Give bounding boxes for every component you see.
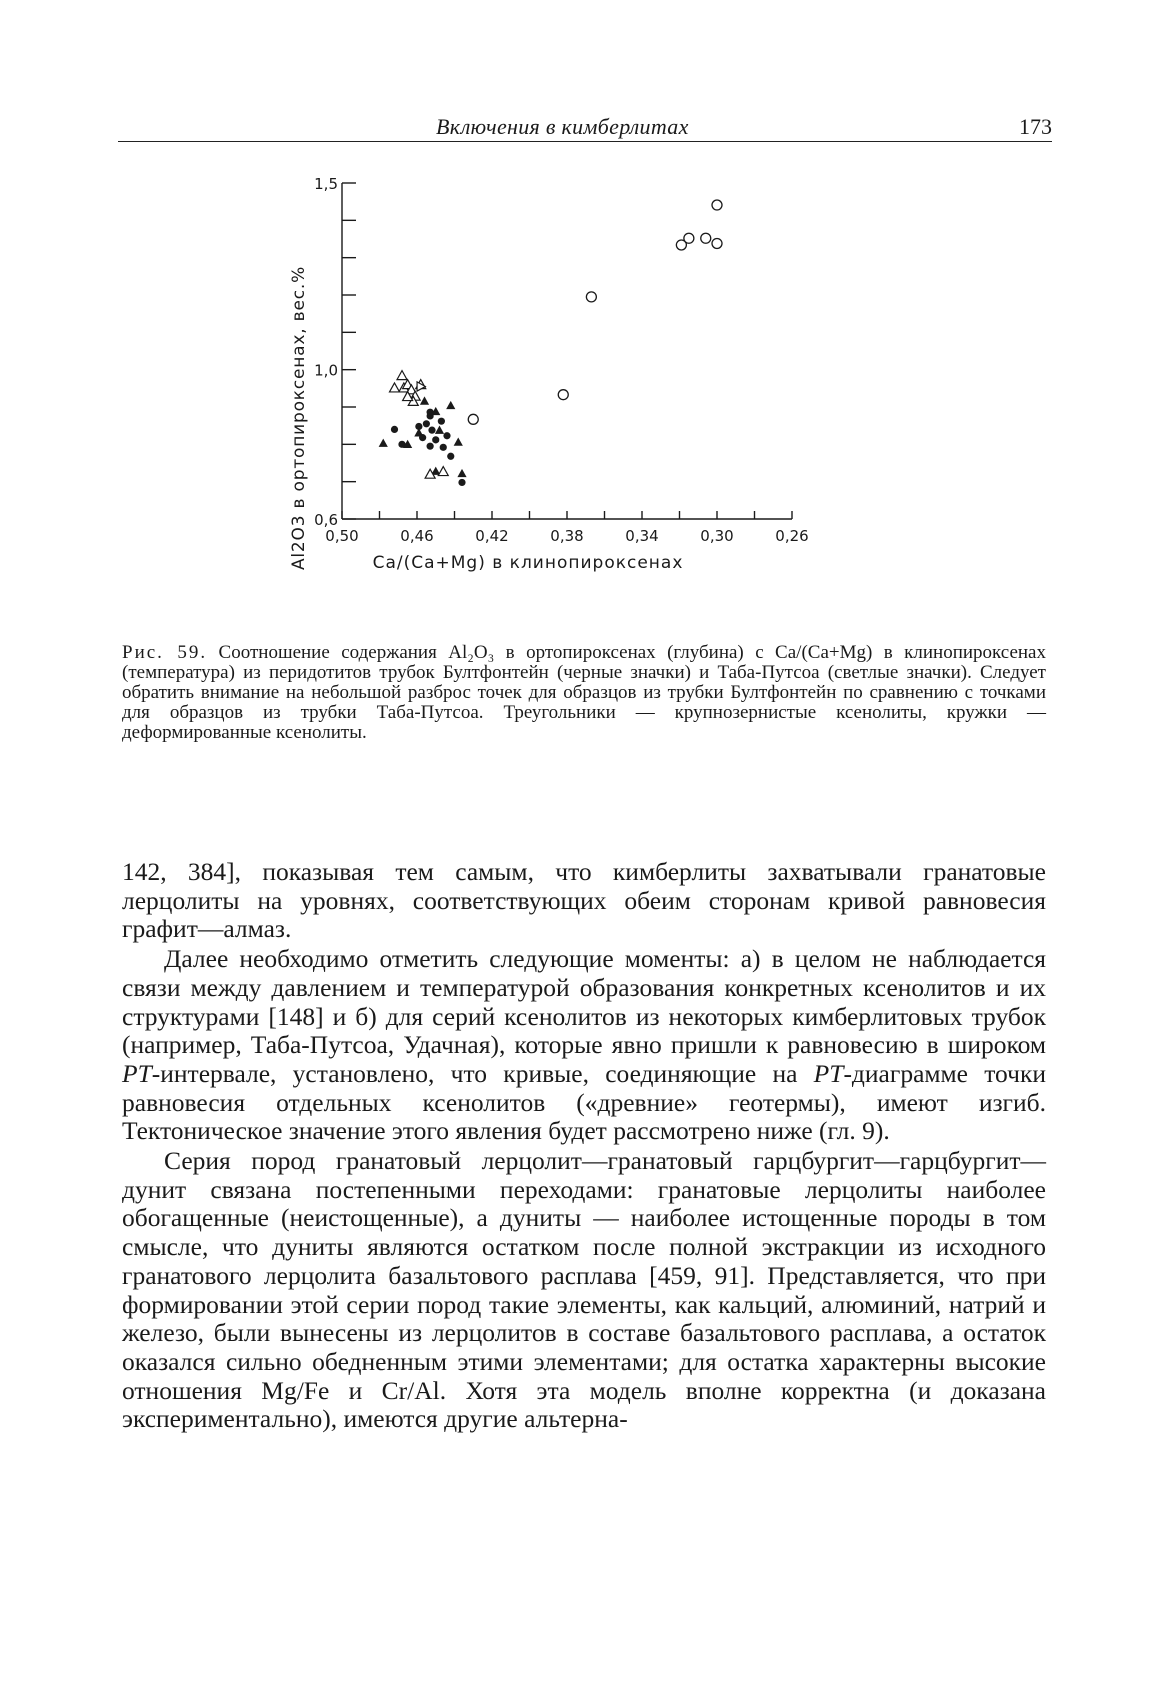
data-point-filled-triangle bbox=[420, 396, 429, 404]
data-point-filled-circle bbox=[440, 444, 447, 451]
paragraph-1: 142, 384], показывая тем самым, что кимберлиты захватывали гранатовые лерцолиты на уровнях, соответствующих обеим сторонам кривой равновесия графит—алмаз. bbox=[122, 857, 1046, 944]
x-tick-label: 0,46 bbox=[400, 527, 434, 545]
data-point-filled-circle bbox=[443, 432, 450, 439]
data-point-open-circle bbox=[712, 238, 722, 248]
data-points bbox=[379, 200, 722, 486]
data-point-filled-circle bbox=[391, 426, 398, 433]
data-point-filled-circle bbox=[428, 427, 435, 434]
page-header bbox=[118, 102, 1052, 142]
chart-axes bbox=[342, 183, 792, 519]
data-point-filled-circle bbox=[432, 436, 439, 443]
x-tick-label: 0,42 bbox=[475, 527, 509, 545]
data-point-filled-circle bbox=[447, 453, 454, 460]
data-point-open-triangle bbox=[438, 467, 448, 476]
data-point-open-circle bbox=[468, 414, 478, 424]
data-point-filled-triangle bbox=[457, 469, 466, 477]
data-point-filled-triangle bbox=[446, 401, 455, 409]
data-point-filled-circle bbox=[438, 418, 445, 425]
data-point-filled-circle bbox=[458, 479, 465, 486]
y-axis-label: Al2O3 в ортопироксенах, вес.% bbox=[289, 265, 309, 571]
data-point-open-circle bbox=[586, 292, 596, 302]
data-point-open-circle bbox=[712, 200, 722, 210]
data-point-filled-circle bbox=[423, 420, 430, 427]
x-tick-label: 0,34 bbox=[625, 527, 659, 545]
scatter-chart bbox=[289, 175, 860, 620]
data-point-open-triangle bbox=[397, 371, 407, 380]
pt-term-2: PT bbox=[813, 1058, 844, 1088]
figure-caption bbox=[122, 643, 1046, 743]
paragraph-2 bbox=[122, 945, 1046, 1146]
data-point-filled-triangle bbox=[454, 437, 463, 445]
x-tick-label: 0,30 bbox=[700, 527, 734, 545]
caption-text: Соотношение содержания Al₂O₃ в ортопироксенах (глубина) с Ca/(Ca+Mg) в клинопироксенах (температура) из перидотитов трубок Бултфонтейн (черные значки) и Таба-Путсоа (светлые значки). Следует обратить внимание на небольшой разброс точек для образцов из трубки Бултфонтейн по сравнению с точками для образцов из трубки Таба-Путсоа. Треугольники — крупнозернистые ксенолиты, кружки — деформированные ксенолиты. bbox=[122, 642, 1046, 743]
pt-term-1: PT bbox=[122, 1058, 152, 1088]
paragraph-3: Серия пород гранатовый лерцолит—гранатовый гарцбургит—гарцбургит—дунит связана постепенными переходами: гранатовые лерцолиты наиболее обогащенные (неистощенные), а дуниты — наиболее истощенные породы в том смысле, что дуниты являются остатком после полной экстракции из исходного гранатового лерцолита базальтового расплава [459, 91]. Представляется, что при формировании этой серии пород такие элементы, как кальций, алюминий, натрий и железо, были вынесены из лерцолитов в составе базальтового расплава, а остаток оказался сильно обедненным этими элементами; для остатка характерны высокие отношения Mg/Fe и Cr/Al. Хотя эта модель вполне корректна (и доказана экспериментально), имеются другие альтерна- bbox=[122, 1146, 1046, 1434]
paragraph-2-part-b: -интервале, установлено, что кривые, соединяющие на bbox=[151, 1058, 814, 1088]
data-point-open-circle bbox=[701, 233, 711, 243]
body-text bbox=[122, 858, 1046, 1434]
figure-label: Рис. 59. bbox=[122, 642, 208, 663]
data-point-open-triangle bbox=[390, 383, 400, 392]
page-number: 173 bbox=[1019, 114, 1052, 139]
tick-labels bbox=[314, 175, 809, 545]
y-tick-label: 1,0 bbox=[314, 361, 338, 380]
data-point-filled-triangle bbox=[379, 439, 388, 447]
data-point-filled-triangle bbox=[435, 426, 444, 434]
running-title: Включения в кимберлитах bbox=[436, 114, 689, 139]
x-tick-label: 0,50 bbox=[325, 527, 359, 545]
data-point-filled-circle bbox=[427, 443, 434, 450]
paragraph-2-part-c: -диаграмме точки равновесия отдельных ксенолитов («древние» геотермы), имеют изгиб. Тектоническое значение этого явления будет рассмотрено ниже (гл. 9). bbox=[122, 1058, 1046, 1146]
x-tick-label: 0,26 bbox=[775, 527, 809, 545]
y-tick-label: 1,5 bbox=[314, 175, 338, 193]
x-tick-label: 0,38 bbox=[550, 527, 584, 545]
data-point-open-circle bbox=[684, 233, 694, 243]
paragraph-2-part-a: Далее необходимо отметить следующие моменты: а) в целом не наблюдается связи между давлением и температурой образования конкретных ксенолитов и их структурами [148] и б) для серий ксенолитов из некоторых кимберлитовых трубок (например, Таба-Путсоа, Удачная), которые явно пришли к равновесию в широком bbox=[122, 944, 1046, 1060]
y-tick-label: 0,6 bbox=[314, 511, 338, 529]
x-axis-label: Ca/(Ca+Mg) в клинопироксенах bbox=[372, 553, 684, 573]
data-point-filled-triangle bbox=[414, 428, 423, 436]
data-point-open-circle bbox=[558, 390, 568, 400]
header-rule bbox=[118, 141, 1052, 142]
